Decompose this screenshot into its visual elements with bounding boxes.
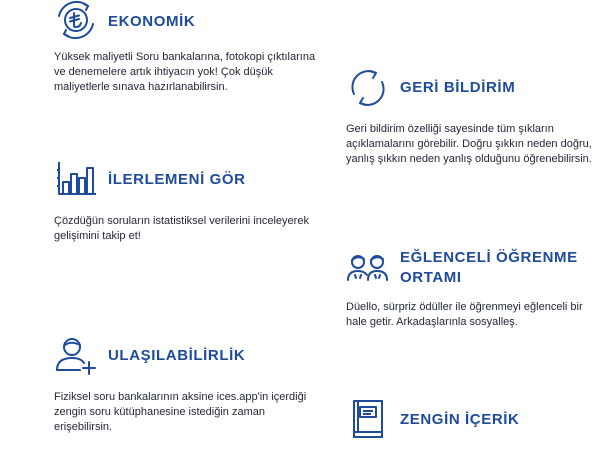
feature-progress-description: Çözdüğün soruların istatistiksel verilerini inceleyerek gelişimini takip et! bbox=[54, 215, 309, 242]
feature-economic-description: Yüksek maliyetli Soru bankalarına, fotokopi çıktılarına ve denemelere artık ihtiyacın yok! Çok düşük maliyetlerle sınava hazırlanabilirsin. bbox=[54, 51, 316, 93]
feature-fun-learning-title-line2: ORTAMI bbox=[400, 269, 462, 286]
feature-rich-content-header bbox=[346, 398, 596, 442]
feature-economic-header bbox=[54, 0, 324, 44]
feature-accessibility-description: Fiziksel soru bankalarının aksine ices.app'in içerdiği zengin soru kütüphanesine istediğin zaman erişebilirsin. bbox=[54, 391, 307, 433]
feature-feedback bbox=[346, 66, 596, 167]
feature-feedback-title: GERİ BİLDİRİM bbox=[400, 79, 516, 96]
feature-economic-title: EKONOMİK bbox=[108, 13, 196, 30]
feature-progress bbox=[54, 158, 314, 244]
feature-economic bbox=[54, 0, 324, 95]
feature-progress-title: İLERLEMENİ GÖR bbox=[108, 171, 246, 188]
feature-fun-learning-description: Düello, sürpriz ödüller ile öğrenmeyi eğlenceli bir hale getir. Arkadaşlarınla sosyalleş. bbox=[346, 301, 583, 328]
lira-coin-cycle-icon bbox=[54, 0, 98, 44]
refresh-cycle-icon bbox=[346, 66, 390, 110]
feature-accessibility-title: ULAŞILABİLİRLİK bbox=[108, 347, 246, 364]
bar-chart-icon bbox=[54, 158, 98, 202]
feature-fun-learning-header bbox=[346, 246, 596, 290]
feature-feedback-description: Geri bildirim özelliği sayesinde tüm şıkların açıklamalarını görebilir. Doğru şıkkın neden doğru, yanlış şıkkın neden yanlış olduğunu öğrenebilirsin. bbox=[346, 123, 592, 165]
feature-fun-learning-title-line1: EĞLENCELİ ÖĞRENME bbox=[400, 249, 578, 266]
feature-rich-content bbox=[346, 398, 596, 442]
feature-accessibility-header bbox=[54, 334, 314, 378]
feature-rich-content-title: ZENGİN İÇERİK bbox=[400, 411, 520, 428]
feature-progress-header bbox=[54, 158, 314, 202]
feature-feedback-header bbox=[346, 66, 596, 110]
user-add-icon bbox=[54, 334, 98, 378]
feature-fun-learning bbox=[346, 246, 596, 330]
book-icon bbox=[346, 398, 390, 442]
feature-fun-learning-title bbox=[400, 248, 578, 288]
feature-accessibility bbox=[54, 334, 314, 435]
people-chat-icon bbox=[346, 246, 390, 290]
